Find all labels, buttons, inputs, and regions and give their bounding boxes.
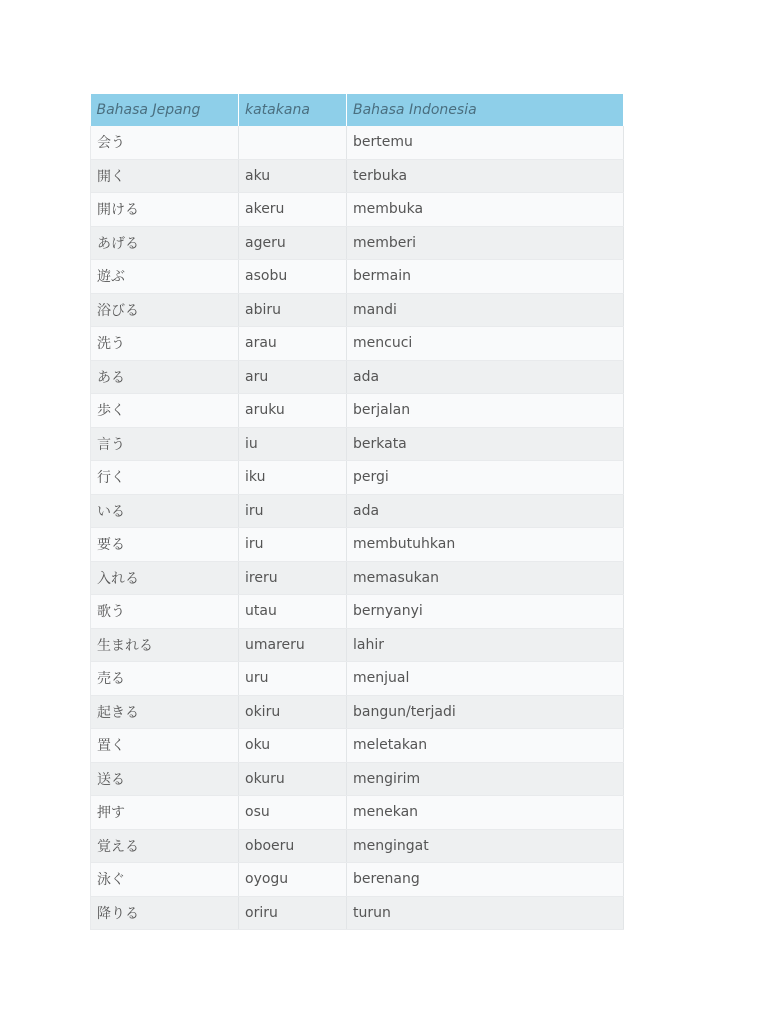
cell-japanese: 歌う	[91, 595, 239, 629]
cell-japanese: 開く	[91, 159, 239, 193]
cell-japanese: 入れる	[91, 561, 239, 595]
cell-katakana: umareru	[239, 628, 347, 662]
cell-indonesian: menjual	[347, 662, 624, 696]
cell-japanese: 送る	[91, 762, 239, 796]
cell-japanese: 言う	[91, 427, 239, 461]
header-bahasa-indonesia: Bahasa Indonesia	[347, 94, 624, 126]
table-row	[91, 796, 624, 830]
table-row	[91, 662, 624, 696]
cell-indonesian: pergi	[347, 461, 624, 495]
cell-katakana: ageru	[239, 226, 347, 260]
table-row	[91, 896, 624, 930]
cell-indonesian: ada	[347, 494, 624, 528]
cell-indonesian: mandi	[347, 293, 624, 327]
cell-katakana: arau	[239, 327, 347, 361]
cell-katakana: osu	[239, 796, 347, 830]
header-row	[91, 94, 624, 126]
table-row	[91, 193, 624, 227]
cell-indonesian: berenang	[347, 863, 624, 897]
cell-indonesian: bertemu	[347, 126, 624, 159]
cell-katakana: oyogu	[239, 863, 347, 897]
cell-katakana: aku	[239, 159, 347, 193]
cell-indonesian: berkata	[347, 427, 624, 461]
cell-katakana: iu	[239, 427, 347, 461]
cell-indonesian: mengirim	[347, 762, 624, 796]
table-row	[91, 327, 624, 361]
cell-indonesian: bernyanyi	[347, 595, 624, 629]
cell-katakana: utau	[239, 595, 347, 629]
cell-japanese: 覚える	[91, 829, 239, 863]
cell-japanese: 遊ぶ	[91, 260, 239, 294]
table-row	[91, 226, 624, 260]
table-row	[91, 461, 624, 495]
table-row	[91, 293, 624, 327]
cell-japanese: 起きる	[91, 695, 239, 729]
table-row	[91, 528, 624, 562]
cell-katakana: ireru	[239, 561, 347, 595]
cell-katakana: iru	[239, 528, 347, 562]
vocabulary-table	[90, 94, 624, 930]
cell-japanese: 洗う	[91, 327, 239, 361]
cell-katakana: asobu	[239, 260, 347, 294]
table-row	[91, 628, 624, 662]
table-row	[91, 360, 624, 394]
cell-japanese: あげる	[91, 226, 239, 260]
cell-katakana: iku	[239, 461, 347, 495]
table-header	[91, 94, 624, 126]
table-row	[91, 494, 624, 528]
cell-katakana: aruku	[239, 394, 347, 428]
cell-indonesian: berjalan	[347, 394, 624, 428]
table-row	[91, 126, 624, 159]
cell-indonesian: lahir	[347, 628, 624, 662]
cell-japanese: 置く	[91, 729, 239, 763]
cell-indonesian: bangun/terjadi	[347, 695, 624, 729]
table-row	[91, 595, 624, 629]
cell-indonesian: memberi	[347, 226, 624, 260]
table-row	[91, 427, 624, 461]
table-row	[91, 394, 624, 428]
cell-katakana: akeru	[239, 193, 347, 227]
cell-katakana: oriru	[239, 896, 347, 930]
table-row	[91, 762, 624, 796]
table-row	[91, 561, 624, 595]
cell-indonesian: memasukan	[347, 561, 624, 595]
cell-japanese: 要る	[91, 528, 239, 562]
cell-indonesian: bermain	[347, 260, 624, 294]
table-row	[91, 695, 624, 729]
cell-indonesian: meletakan	[347, 729, 624, 763]
table-row	[91, 729, 624, 763]
cell-indonesian: menekan	[347, 796, 624, 830]
table-row	[91, 260, 624, 294]
cell-japanese: いる	[91, 494, 239, 528]
cell-japanese: 会う	[91, 126, 239, 159]
cell-katakana: oku	[239, 729, 347, 763]
cell-japanese: 押す	[91, 796, 239, 830]
table-row	[91, 829, 624, 863]
cell-katakana: okuru	[239, 762, 347, 796]
cell-indonesian: terbuka	[347, 159, 624, 193]
cell-indonesian: membutuhkan	[347, 528, 624, 562]
cell-katakana	[239, 126, 347, 159]
cell-japanese: 降りる	[91, 896, 239, 930]
table-row	[91, 863, 624, 897]
header-bahasa-jepang: Bahasa Jepang	[91, 94, 239, 126]
cell-indonesian: membuka	[347, 193, 624, 227]
cell-katakana: okiru	[239, 695, 347, 729]
cell-katakana: uru	[239, 662, 347, 696]
cell-indonesian: mencuci	[347, 327, 624, 361]
cell-indonesian: ada	[347, 360, 624, 394]
cell-japanese: 売る	[91, 662, 239, 696]
table-row	[91, 159, 624, 193]
header-katakana: katakana	[239, 94, 347, 126]
cell-indonesian: mengingat	[347, 829, 624, 863]
cell-japanese: 浴びる	[91, 293, 239, 327]
cell-katakana: oboeru	[239, 829, 347, 863]
cell-indonesian: turun	[347, 896, 624, 930]
cell-japanese: 歩く	[91, 394, 239, 428]
cell-katakana: abiru	[239, 293, 347, 327]
cell-japanese: 行く	[91, 461, 239, 495]
cell-japanese: ある	[91, 360, 239, 394]
cell-katakana: aru	[239, 360, 347, 394]
cell-japanese: 開ける	[91, 193, 239, 227]
cell-japanese: 生まれる	[91, 628, 239, 662]
cell-katakana: iru	[239, 494, 347, 528]
cell-japanese: 泳ぐ	[91, 863, 239, 897]
table-body	[91, 126, 624, 930]
